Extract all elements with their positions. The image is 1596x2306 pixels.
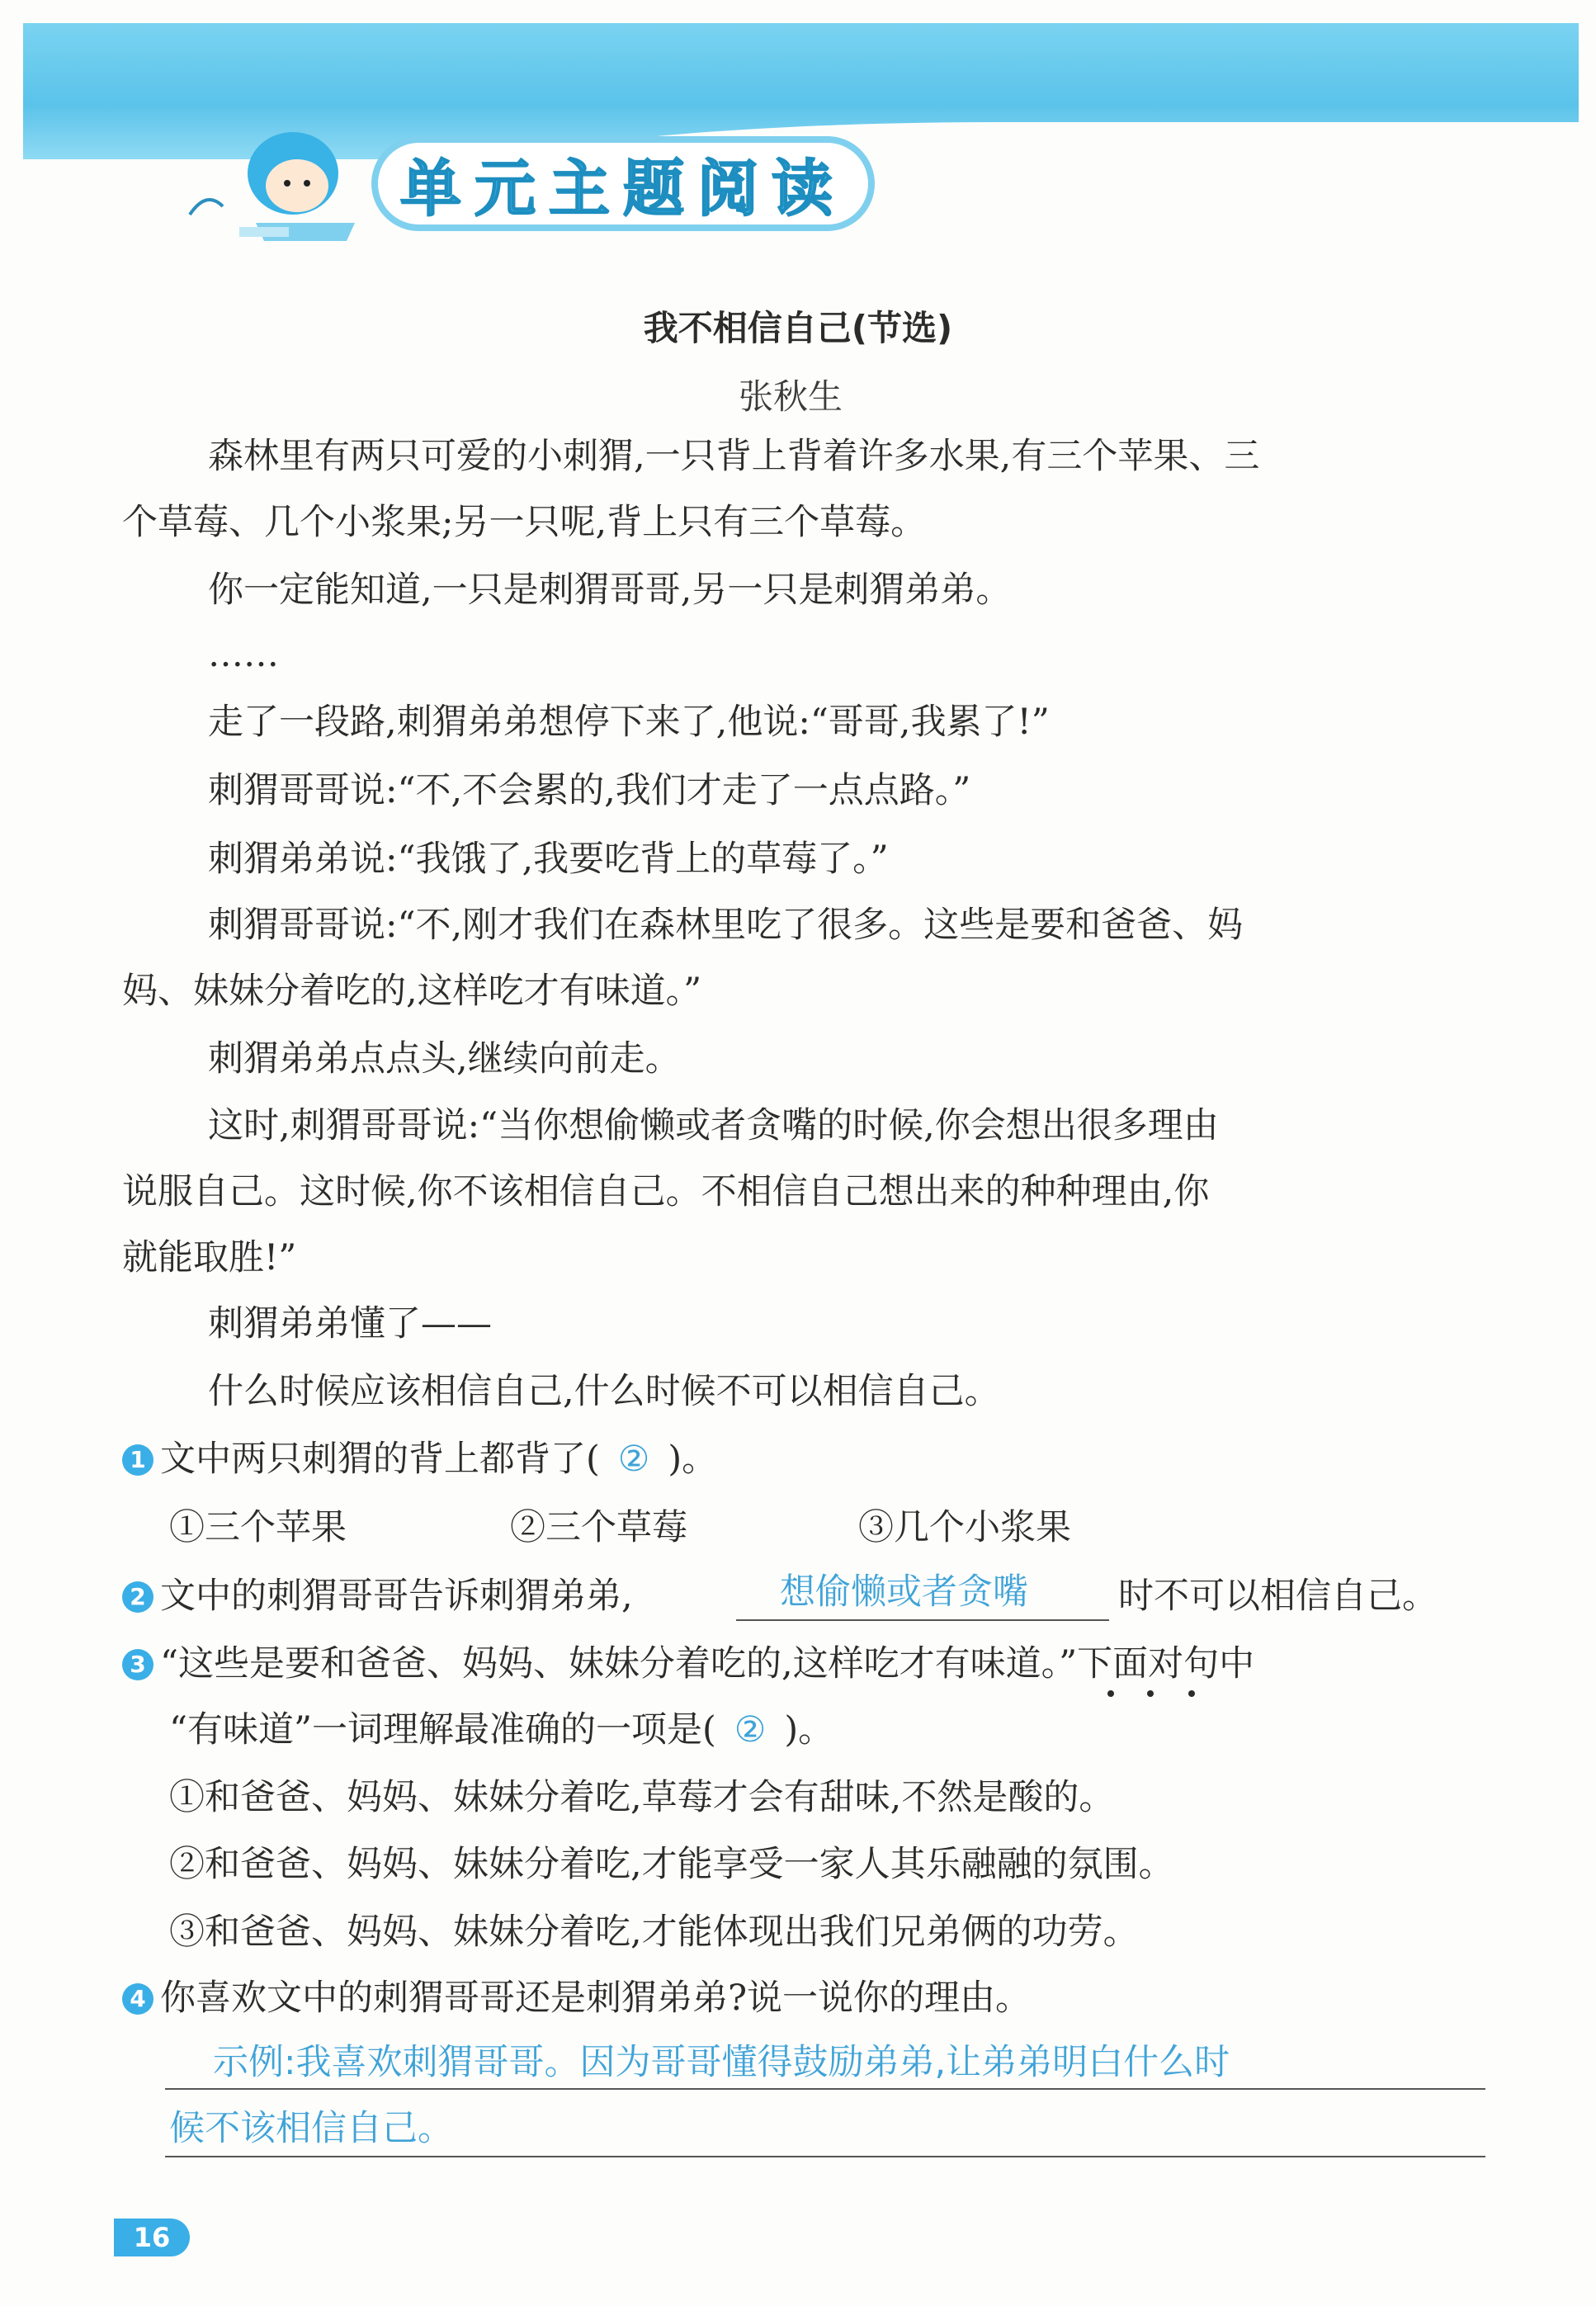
question-number-badge: 3 [122,1649,153,1680]
written-answer-line: 候不该相信自己。 [169,2108,453,2149]
article-author: 张秋生 [739,376,843,417]
option-item: ②三个草莓 [510,1507,687,1548]
article-title: 我不相信自己(节选) [643,308,953,348]
question-text-end: )。 [668,1439,718,1480]
paragraph-line: 你一定能知道,一只是刺猬哥哥,另一只是刺猬弟弟。 [208,569,1012,611]
answer-underline [165,2156,1485,2157]
fill-in-answer: 想偷懒或者贪嘴 [780,1571,1028,1613]
question-text: 文中两只刺猬的背上都背了( [160,1439,600,1480]
question-text: 文中的刺猬哥哥告诉刺猬弟弟, [160,1576,633,1617]
question-text-end: 时不可以相信自己。 [1118,1576,1438,1617]
question-3-line2 [169,1709,834,1751]
question-text: “有味道”一词理解最准确的一项是( [169,1709,716,1751]
written-answer-line: 示例:我喜欢刺猬哥哥。因为哥哥懂得鼓励弟弟,让弟弟明白什么时 [213,2042,1230,2083]
emphasis-dot [1147,1690,1154,1697]
option-item: ②和爸爸、妈妈、妹妹分着吃,才能享受一家人其乐融融的氛围。 [169,1844,1174,1885]
paragraph-line: 刺猬弟弟懂了—— [208,1303,492,1344]
emphasis-dot [1188,1690,1195,1697]
question-1 [122,1439,718,1480]
question-text-end: )。 [784,1709,834,1751]
answer-choice: ② [734,1709,767,1751]
paragraph-line: 刺猬弟弟说:“我饿了,我要吃背上的草莓了。” [208,839,889,880]
option-item: ①和爸爸、妈妈、妹妹分着吃,草莓才会有甜味,不然是酸的。 [169,1777,1115,1818]
section-title-badge [371,136,875,231]
question-number-badge: 1 [122,1444,153,1476]
answer-choice: ② [617,1439,650,1480]
page-number: 16 [114,2219,190,2256]
paragraph-line: 说服自己。这时候,你不该相信自己。不相信自己想出来的种种理由,你 [122,1171,1210,1212]
paragraph-line: 走了一段路,刺猬弟弟想停下来了,他说:“哥哥,我累了!” [208,702,1050,743]
paragraph-line: 就能取胜!” [122,1237,297,1278]
option-item: ③和爸爸、妈妈、妹妹分着吃,才能体现出我们兄弟俩的功劳。 [169,1911,1139,1953]
option-item: ①三个苹果 [169,1507,347,1548]
paragraph-line: 妈、妹妹分着吃的,这样吃才有味道。” [122,971,702,1012]
paragraph-line: 森林里有两只可爱的小刺猬,一只背上背着许多水果,有三个苹果、三 [208,436,1260,477]
paragraph-line: 刺猬哥哥说:“不,刚才我们在森林里吃了很多。这些是要和爸爸、妈 [208,905,1244,946]
ellipsis-line: …… [208,634,279,675]
question-text: 你喜欢文中的刺猬哥哥还是刺猬弟弟?说一说你的理由。 [160,1978,1032,2019]
reading-girl-illustration [182,116,371,248]
question-number-badge: 2 [122,1581,153,1613]
paragraph-line: 这时,刺猬哥哥说:“当你想偷懒或者贪嘴的时候,你会想出很多理由 [208,1105,1219,1146]
answer-underline [736,1619,1109,1621]
question-3 [122,1643,1255,1685]
paragraph-line: 什么时候应该相信自己,什么时候不可以相信自己。 [208,1371,1000,1412]
paragraph-line: 刺猬哥哥说:“不,不会累的,我们才走了一点点路。” [208,770,971,811]
question-2 [122,1576,633,1617]
emphasis-dot [1107,1690,1114,1697]
question-4 [122,1978,1032,2019]
question-number-badge: 4 [122,1983,153,2015]
paragraph-line: 个草莓、几个小浆果;另一只呢,背上只有三个草莓。 [122,502,927,543]
section-title: 单元主题阅读 [400,153,846,224]
answer-underline [165,2088,1485,2090]
paragraph-line: 刺猬弟弟点点头,继续向前走。 [208,1038,681,1080]
question-text: “这些是要和爸爸、妈妈、妹妹分着吃的,这样吃才有味道。”下面对句中 [160,1643,1255,1685]
option-item: ③几个小浆果 [858,1507,1071,1548]
